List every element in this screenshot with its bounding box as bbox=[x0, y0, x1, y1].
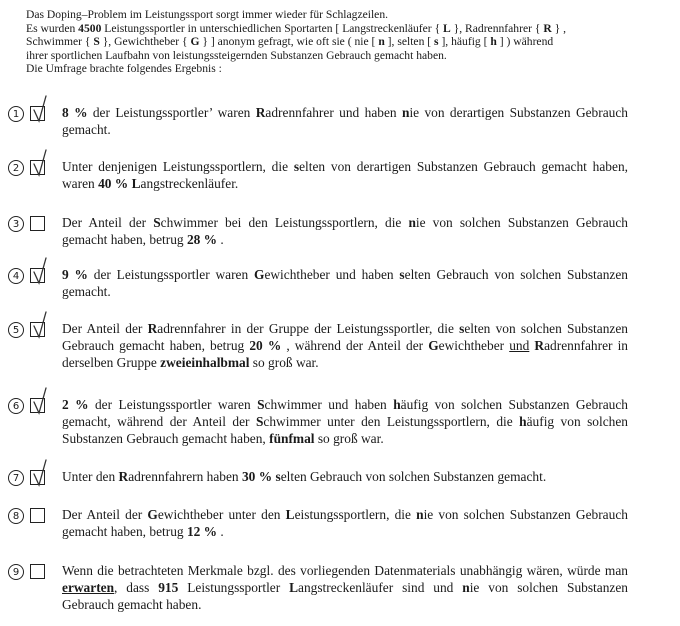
statement-text-segment: der Leistungssportler waren bbox=[88, 397, 258, 412]
statement-text-segment: n bbox=[462, 580, 470, 595]
intro-line-4: ihrer sportlichen Laufbahn von leistungssteigernden Substanzen Gebrauch gemacht haben. bbox=[26, 48, 447, 62]
intro-line-3-segment: Schwimmer { bbox=[26, 35, 94, 49]
check-mark-icon bbox=[28, 94, 54, 126]
statement-text-segment: so groß war. bbox=[314, 431, 384, 446]
statement-number: 4 bbox=[8, 268, 24, 284]
intro-line-3-segment: h bbox=[490, 35, 497, 49]
statement-number: 5 bbox=[8, 322, 24, 338]
statement-text-segment: 20 % bbox=[249, 338, 282, 353]
statement-text-segment: angstreckenläufer sind und bbox=[298, 580, 463, 595]
statement-text-segment: s bbox=[399, 267, 405, 282]
answer-checkbox[interactable] bbox=[30, 508, 45, 523]
statement-text-segment: adrennfahrer in der Gruppe der Leistungssportler, die bbox=[157, 321, 460, 336]
intro-text bbox=[26, 8, 666, 76]
statement-text-segment: 30 % bbox=[241, 469, 273, 484]
statement-number: 2 bbox=[8, 160, 24, 176]
statement-text-segment: n bbox=[401, 105, 410, 120]
statement-text-segment: ewichtheber unter den bbox=[157, 507, 286, 522]
check-mark-icon bbox=[28, 458, 54, 490]
statement-number: 1 bbox=[8, 106, 24, 122]
check-mark-icon bbox=[28, 256, 54, 288]
statement-text-segment: elten Gebrauch von solchen Substanzen gemacht. bbox=[280, 469, 547, 484]
check-mark-icon bbox=[28, 148, 54, 180]
intro-line-3-segment: ], selten [ bbox=[384, 35, 435, 49]
answer-checkbox[interactable] bbox=[30, 216, 45, 231]
statement-text-segment: G bbox=[254, 267, 265, 282]
statement-text-segment: R bbox=[118, 469, 129, 484]
statement-text-segment: und bbox=[509, 338, 530, 353]
statement-text-segment: elten Gebrauch von solchen Substanzen gemacht. bbox=[62, 267, 632, 299]
statement-text-segment: 12 % bbox=[186, 524, 218, 539]
intro-line-2-segment: L bbox=[443, 21, 451, 35]
intro-line-2-segment: R bbox=[543, 21, 552, 35]
check-mark-icon bbox=[28, 310, 54, 342]
statement-text-segment: äufig von solchen Substanzen Gebrauch gemacht haben, bbox=[62, 414, 632, 446]
answer-checkbox[interactable] bbox=[30, 564, 45, 579]
statement-text-segment: 40 % bbox=[98, 176, 129, 191]
intro-line-3-segment: s bbox=[434, 35, 439, 49]
statement-text-segment: S bbox=[255, 414, 264, 429]
statement-number: 8 bbox=[8, 508, 24, 524]
statement-text-segment: S bbox=[153, 215, 161, 230]
statement-text-segment: elten von solchen Substanzen Gebrauch gemacht haben, betrug bbox=[62, 321, 632, 353]
statement-text-segment: s bbox=[275, 469, 281, 484]
statement-text-segment: angstreckenläufer. bbox=[140, 176, 239, 191]
statement-text-segment: 9 % bbox=[62, 267, 88, 282]
statement-text-segment: , dass bbox=[114, 580, 159, 595]
statement-text-segment: G bbox=[147, 507, 158, 522]
statement-text-segment: h bbox=[519, 414, 527, 429]
statement-text-segment: äufig von solchen Substanzen Gebrauch gemacht, während der Anteil der bbox=[62, 397, 632, 429]
intro-line-3-segment: G bbox=[190, 35, 200, 49]
intro-line-5: Die Umfrage brachte folgendes Ergebnis : bbox=[26, 62, 222, 76]
statement-text-segment: chwimmer unter den Leistungssportlern, die bbox=[263, 414, 520, 429]
statement-number: 6 bbox=[8, 398, 24, 414]
statement-number: 7 bbox=[8, 470, 24, 486]
statement-text-segment: s bbox=[293, 159, 300, 174]
statement-text-segment: ie von solchen Substanzen Gebrauch gemacht haben. bbox=[62, 580, 632, 612]
statement-text-segment: Der Anteil der bbox=[62, 321, 148, 336]
intro-line-3-segment: ], häufig [ bbox=[438, 35, 491, 49]
statement-text-segment: n bbox=[408, 215, 416, 230]
intro-line-2-segment: } , bbox=[551, 21, 566, 35]
intro-line-3-segment: S bbox=[93, 35, 100, 49]
statement-text bbox=[62, 468, 628, 485]
intro-line-3-segment: ] ) während bbox=[496, 35, 554, 49]
statement-text-segment: ewichtheber und haben bbox=[264, 267, 400, 282]
statement-text-segment: n bbox=[416, 507, 424, 522]
intro-line-2-segment: Leistungssportler in unterschiedlichen Sportarten [ Langstreckenläufer { bbox=[101, 21, 444, 35]
statement-text-segment: ie von derartigen Substanzen Gebrauch gemacht. bbox=[62, 105, 632, 137]
statement-text-segment: ie von solchen Substanzen Gebrauch gemacht haben, betrug bbox=[62, 215, 632, 247]
statement-number: 3 bbox=[8, 216, 24, 232]
statement-text-segment: h bbox=[393, 397, 401, 412]
statement-text-segment: R bbox=[534, 338, 545, 353]
intro-line-3-segment: }, Gewichtheber { bbox=[99, 35, 191, 49]
statement-text bbox=[62, 562, 632, 613]
statement-text-segment: elten von derartigen Substanzen Gebrauch gemacht haben, waren bbox=[62, 159, 632, 191]
intro-line-2 bbox=[26, 22, 666, 36]
intro-line-2-segment: }, Radrennfahrer { bbox=[450, 21, 544, 35]
statement-text-segment: waren bbox=[212, 105, 256, 120]
statement-text bbox=[62, 396, 632, 447]
statement-text-segment: . bbox=[217, 524, 224, 539]
statement-text-segment: adrennfahrer und haben bbox=[265, 105, 402, 120]
statement-text-segment: S bbox=[257, 397, 265, 412]
statement-text-segment: Wenn die betrachteten Merkmale bzgl. des vorliegenden Datenmaterials unabhängig wären, würde man bbox=[62, 563, 632, 578]
intro-line-2-segment: 4500 bbox=[78, 21, 102, 35]
intro-line-3-segment: } ] anonym gefragt, wie oft sie ( nie [ bbox=[199, 35, 379, 49]
statement-text-segment: adrennfahrer in derselben Gruppe bbox=[62, 338, 632, 370]
statement-text-segment: L bbox=[289, 580, 299, 595]
intro-line-3 bbox=[26, 35, 666, 49]
statement-text-segment: zweieinhalbmal bbox=[160, 355, 250, 370]
statement-text-segment: ’ bbox=[208, 105, 213, 120]
statement-text bbox=[62, 104, 632, 138]
statement-text-segment: Unter den bbox=[62, 469, 119, 484]
statement-text-segment: Leistungssportler bbox=[178, 580, 290, 595]
statement-text bbox=[62, 506, 632, 540]
statement-text-segment: G bbox=[428, 338, 439, 353]
statement-text-segment: 915 bbox=[158, 580, 179, 595]
statement-text-segment: Der Anteil der bbox=[62, 215, 154, 230]
statement-text-segment: chwimmer bei den Leistungssportlern, die bbox=[160, 215, 409, 230]
intro-line-1: Das Doping–Problem im Leistungssport sorgt immer wieder für Schlagzeilen. bbox=[26, 8, 389, 21]
statement-text-segment: . bbox=[217, 232, 224, 247]
statement-text-segment: R bbox=[147, 321, 158, 336]
intro-line-3-segment: n bbox=[378, 35, 385, 49]
statement-text bbox=[62, 320, 632, 371]
statement-text-segment: fünfmal bbox=[269, 431, 315, 446]
statement-number: 9 bbox=[8, 564, 24, 580]
statement-text-segment: chwimmer und haben bbox=[264, 397, 394, 412]
statement-text-segment: erwarten bbox=[62, 580, 115, 595]
statement-text-segment: der Leistungssportler waren bbox=[87, 267, 255, 282]
statement-text-segment: 2 % bbox=[62, 397, 89, 412]
statement-text bbox=[62, 214, 632, 248]
statement-text-segment: adrennfahrern haben bbox=[128, 469, 242, 484]
statement-text-segment: 8 % bbox=[62, 105, 88, 120]
statement-text-segment: Unter denjenigen Leistungssportlern, die bbox=[62, 159, 294, 174]
statement-text-segment: L bbox=[285, 507, 295, 522]
statement-text-segment: , während der Anteil der bbox=[281, 338, 429, 353]
statement-text bbox=[62, 266, 632, 300]
intro-line-2-segment: Es wurden bbox=[26, 21, 79, 35]
statement-text-segment: so groß war. bbox=[249, 355, 319, 370]
statement-text-segment: eistungssportlern, die bbox=[294, 507, 417, 522]
statement-text-segment: L bbox=[131, 176, 141, 191]
statement-text-segment: 28 % bbox=[186, 232, 218, 247]
check-mark-icon bbox=[28, 386, 54, 418]
statement-text-segment: Der Anteil der bbox=[62, 507, 148, 522]
statement-text-segment: ie von solchen Substanzen Gebrauch gemacht haben, betrug bbox=[62, 507, 632, 539]
statement-text bbox=[62, 158, 632, 192]
statement-text-segment: der Leistungssportler bbox=[87, 105, 209, 120]
statement-text-segment: R bbox=[255, 105, 266, 120]
statement-text-segment: ewichtheber bbox=[438, 338, 510, 353]
statement-text-segment: s bbox=[459, 321, 465, 336]
